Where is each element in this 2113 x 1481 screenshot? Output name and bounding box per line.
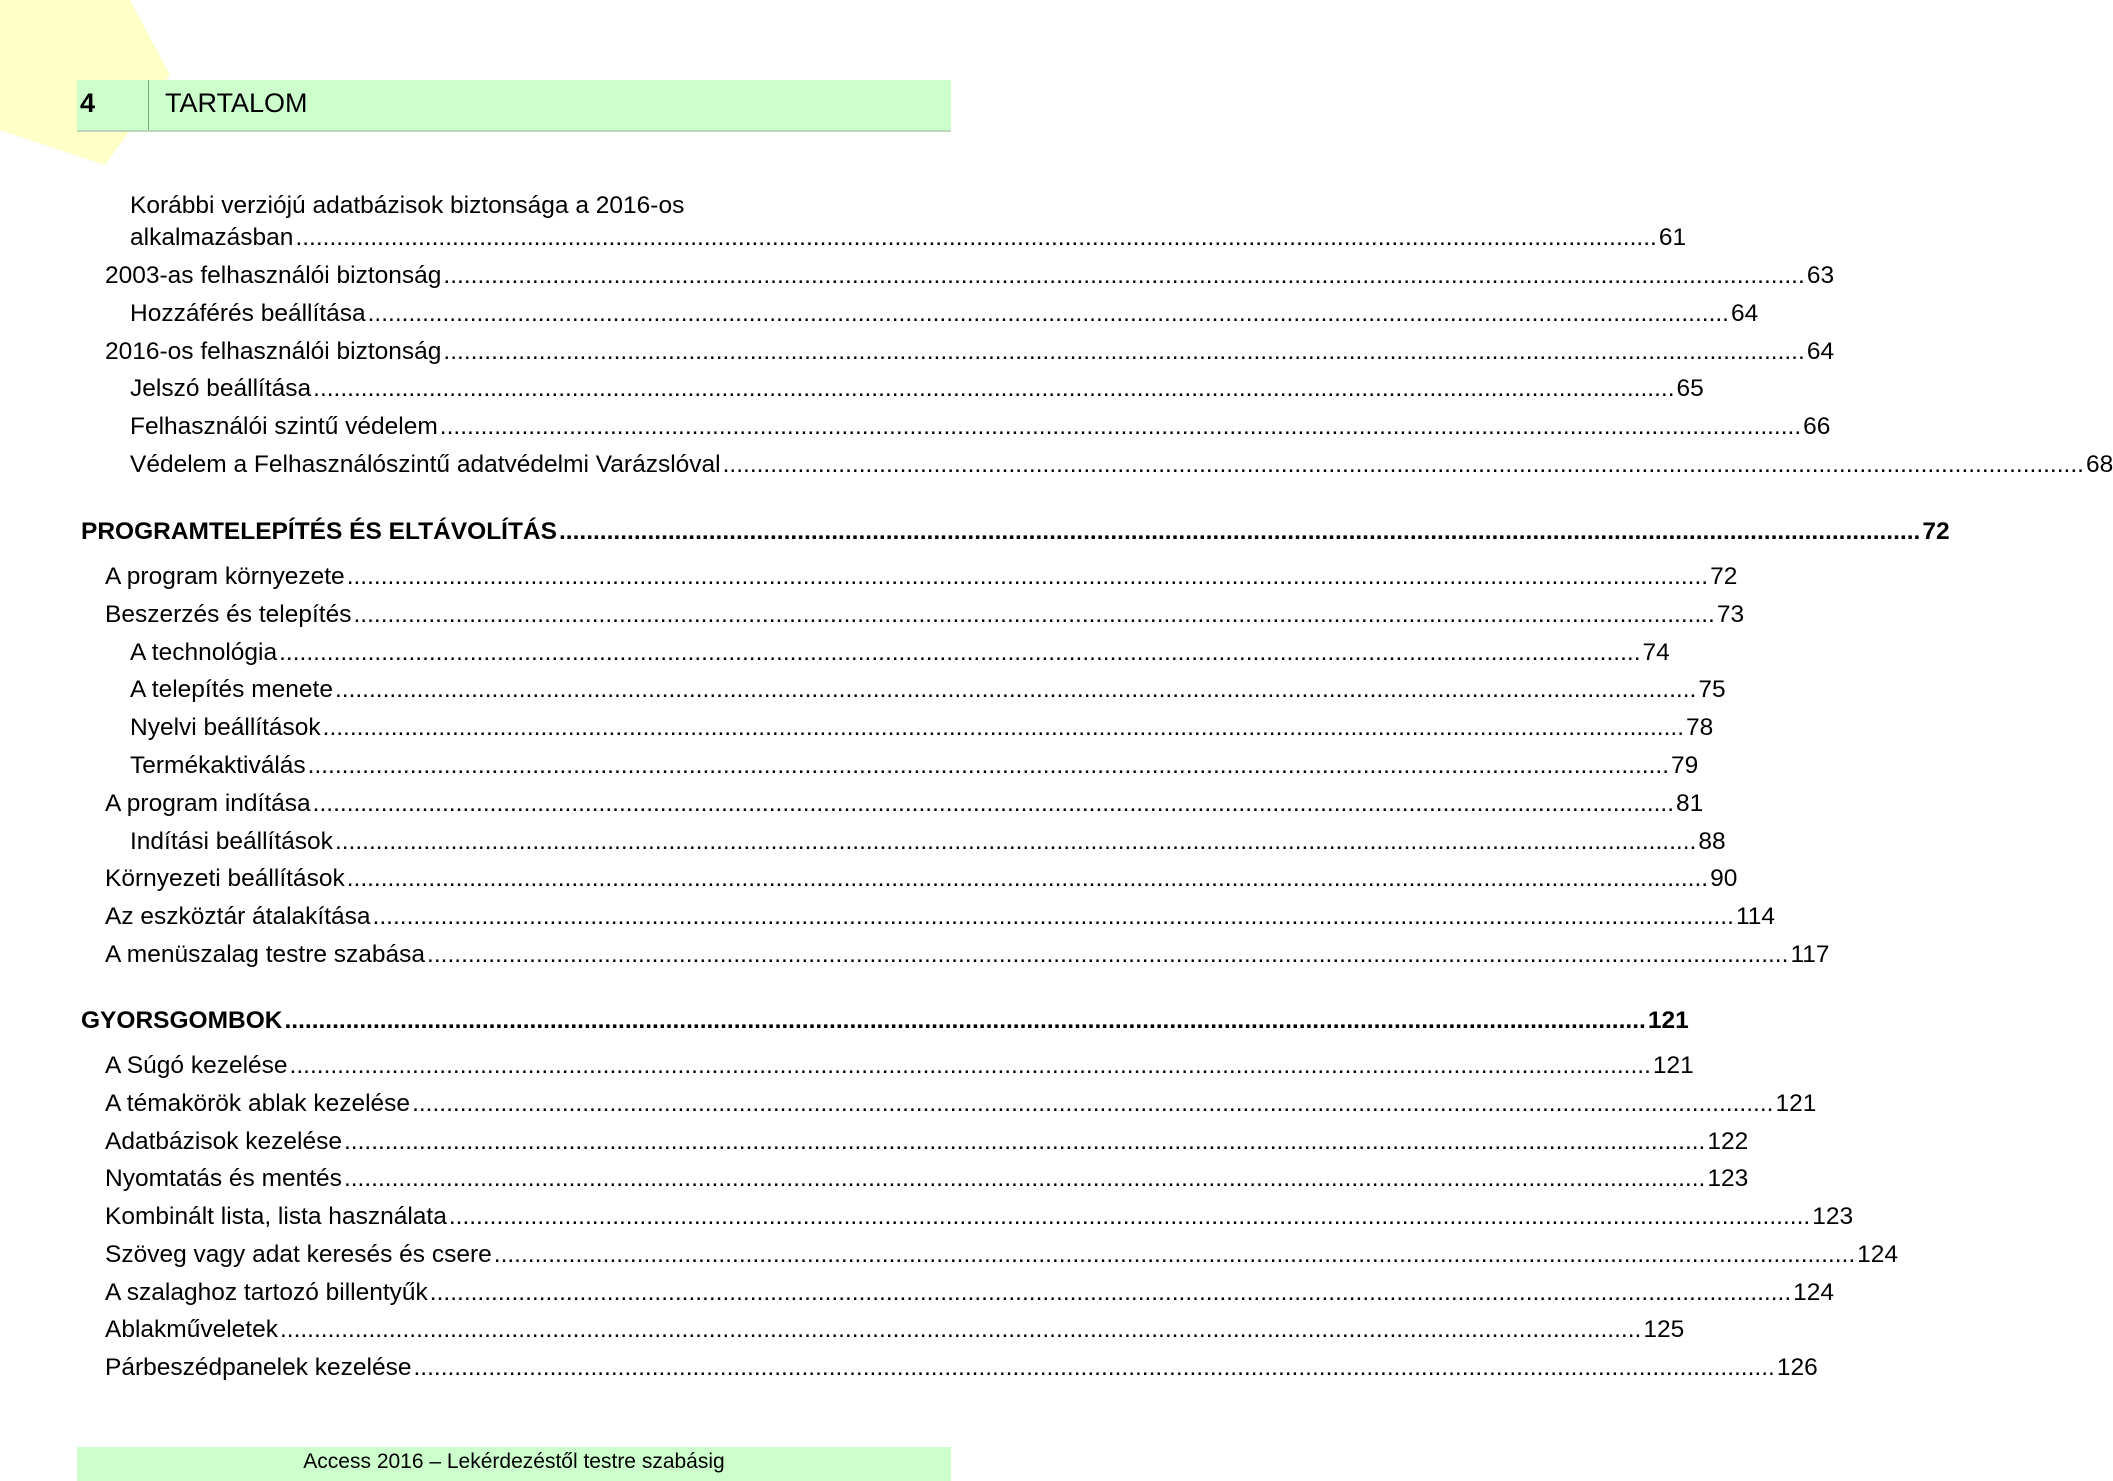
toc-leader-dots: ........................................................................................................................................................................................................ xyxy=(346,563,1709,590)
toc-entry[interactable] xyxy=(130,298,1759,330)
toc-leader-dots: ........................................................................................................................................................................................................ xyxy=(493,1241,1856,1268)
page-number: 4 xyxy=(80,88,96,118)
toc-entry-page: 123 xyxy=(1812,1203,1854,1230)
toc-leader-dots: ........................................................................................................................................................................................................ xyxy=(279,1316,1642,1343)
toc-leader-dots: ........................................................................................................................................................................................................ xyxy=(443,262,1805,289)
toc-intro-line: Korábbi verziójú adatbázisok biztonsága a 2016-os xyxy=(130,192,685,219)
toc-entry-page: 63 xyxy=(1806,262,1835,289)
page-title: TARTALOM xyxy=(165,88,308,118)
toc-entry-label: Szöveg vagy adat keresés és csere xyxy=(105,1241,492,1268)
toc-leader-dots: ........................................................................................................................................................................................................ xyxy=(284,1007,1646,1034)
toc-entry-page: 72 xyxy=(1710,563,1738,590)
toc-entry-page: 124 xyxy=(1857,1241,1899,1268)
toc-entry[interactable] xyxy=(105,599,1745,631)
toc-entry-page: 79 xyxy=(1671,752,1699,779)
toc-entry[interactable] xyxy=(105,1126,1749,1158)
toc-leader-dots: ........................................................................................................................................................................................................ xyxy=(322,714,1685,741)
toc-entry-label: Nyomtatás és mentés xyxy=(105,1165,342,1192)
toc-entry[interactable] xyxy=(130,826,1726,858)
toc-entry[interactable] xyxy=(105,561,1738,593)
toc-entry-label: PROGRAMTELEPÍTÉS ÉS ELTÁVOLÍTÁS xyxy=(81,518,557,545)
toc-entry[interactable] xyxy=(105,1352,1818,1384)
toc-entry-label: A menüszalag testre szabása xyxy=(105,941,426,968)
toc-entry-page: 122 xyxy=(1707,1128,1749,1155)
toc-entry-page: 117 xyxy=(1790,941,1830,968)
toc-entry[interactable] xyxy=(105,1163,1749,1195)
toc-entry-label: Indítási beállítások xyxy=(130,828,333,855)
toc-entry-page: 74 xyxy=(1642,639,1670,666)
toc-entry-label: Környezeti beállítások xyxy=(105,865,345,892)
toc-entry-page: 90 xyxy=(1710,865,1738,892)
toc-entry[interactable] xyxy=(105,939,1830,971)
toc-leader-dots: ........................................................................................................................................................................................................ xyxy=(289,1052,1651,1079)
toc-entry[interactable] xyxy=(105,1314,1685,1346)
toc-entry[interactable] xyxy=(105,260,1835,292)
toc-entry-label: GYORSGOMBOK xyxy=(81,1007,283,1034)
toc-entry[interactable] xyxy=(105,1277,1835,1309)
toc-entry-page: 72 xyxy=(1922,518,1950,545)
toc-entry-page: 78 xyxy=(1686,714,1714,741)
toc-entry-label: Az eszköztár átalakítása xyxy=(105,903,371,930)
toc-entry-label: Kombinált lista, lista használata xyxy=(105,1203,447,1230)
toc-leader-dots: ........................................................................................................................................................................................................ xyxy=(429,1279,1792,1306)
toc-entry-label: A telepítés menete xyxy=(130,676,333,703)
toc-entry-label: Beszerzés és telepítés xyxy=(105,601,352,628)
toc-entry[interactable] xyxy=(105,336,1835,368)
toc-entry-page: 68 xyxy=(2085,451,2113,478)
toc-leader-dots: ........................................................................................................................................................................................................ xyxy=(558,518,1921,545)
toc-entry[interactable] xyxy=(130,411,1831,443)
toc-leader-dots: ........................................................................................................................................................................................................ xyxy=(722,451,2084,478)
toc-entry-page: 121 xyxy=(1647,1007,1689,1034)
header-divider xyxy=(148,80,149,130)
toc-entry-label: Hozzáférés beállítása xyxy=(130,300,366,327)
toc-chapter-entry[interactable] xyxy=(81,516,1950,548)
toc-entry-label: Felhasználói szintű védelem xyxy=(130,413,438,440)
toc-entry-label: 2003-as felhasználói biztonság xyxy=(105,262,442,289)
toc-entry-label: Nyelvi beállítások xyxy=(130,714,321,741)
toc-entry-label: Párbeszédpanelek kezelése xyxy=(105,1354,412,1381)
toc-entry-page: 81 xyxy=(1676,790,1704,817)
toc-entry-page: 124 xyxy=(1793,1279,1835,1306)
toc-leader-dots: ........................................................................................................................................................................................................ xyxy=(439,413,1802,440)
toc-leader-dots: ........................................................................................................................................................................................................ xyxy=(343,1128,1706,1155)
toc-leader-dots: ........................................................................................................................................................................................................ xyxy=(312,790,1675,817)
toc-leader-dots: ........................................................................................................................................................................................................ xyxy=(372,903,1734,930)
toc-leader-dots: ........................................................................................................................................................................................................ xyxy=(413,1354,1775,1381)
toc-entry-label: 2016-os felhasználói biztonság xyxy=(105,338,442,365)
toc-leader-dots: ........................................................................................................................................................................................................ xyxy=(443,338,1805,365)
toc-entry-page: 75 xyxy=(1698,676,1726,703)
toc-entry-page: 121 xyxy=(1652,1052,1694,1079)
toc-leader-dots: ........................................................................................................................................................................................................ xyxy=(346,865,1709,892)
toc-entry[interactable] xyxy=(130,637,1670,669)
toc-entry[interactable] xyxy=(105,1050,1694,1082)
toc-entry[interactable] xyxy=(105,1239,1899,1271)
toc-leader-dots: ........................................................................................................................................................................................................ xyxy=(353,601,1715,628)
toc-entry[interactable] xyxy=(130,449,2113,481)
toc-entry-label: A szalaghoz tartozó billentyűk xyxy=(105,1279,428,1306)
toc-entry[interactable] xyxy=(130,712,1714,744)
toc-leader-dots: ........................................................................................................................................................................................................ xyxy=(295,224,1657,251)
toc-leader-dots: ........................................................................................................................................................................................................ xyxy=(343,1165,1706,1192)
toc-leader-dots: ........................................................................................................................................................................................................ xyxy=(367,300,1729,327)
toc-entry[interactable] xyxy=(130,674,1726,706)
toc-entry-label: Termékaktiválás xyxy=(130,752,306,779)
toc-leader-dots: ........................................................................................................................................................................................................ xyxy=(279,639,1641,666)
toc-entry-page: 64 xyxy=(1806,338,1835,365)
toc-leader-dots: ........................................................................................................................................................................................................ xyxy=(313,375,1675,402)
toc-entry-label: alkalmazásban xyxy=(130,224,294,251)
toc-entry[interactable] xyxy=(105,901,1775,933)
toc-entry[interactable] xyxy=(130,750,1699,782)
toc-entry-page: 66 xyxy=(1803,413,1831,440)
toc-entry-label: A Súgó kezelése xyxy=(105,1052,288,1079)
toc-entry[interactable] xyxy=(105,1201,1854,1233)
toc-leader-dots: ........................................................................................................................................................................................................ xyxy=(448,1203,1811,1230)
toc-leader-dots: ........................................................................................................................................................................................................ xyxy=(427,941,1789,968)
toc-entry-page: 73 xyxy=(1716,601,1745,628)
toc-leader-dots: ........................................................................................................................................................................................................ xyxy=(334,676,1697,703)
toc-entry[interactable] xyxy=(105,1088,1817,1120)
toc-entry[interactable] xyxy=(130,373,1704,405)
toc-entry-page: 121 xyxy=(1775,1090,1817,1117)
toc-entry[interactable] xyxy=(105,788,1704,820)
toc-entry-page: 123 xyxy=(1707,1165,1749,1192)
toc-entry-label: A program indítása xyxy=(105,790,311,817)
toc-leader-dots: ........................................................................................................................................................................................................ xyxy=(334,828,1697,855)
toc-entry-page: 65 xyxy=(1676,375,1704,402)
toc-entry-label: Adatbázisok kezelése xyxy=(105,1128,342,1155)
toc-entry-page: 114 xyxy=(1735,903,1775,930)
toc-entry-page: 61 xyxy=(1658,224,1687,251)
toc-entry-page: 126 xyxy=(1776,1354,1818,1381)
toc-entry-page: 64 xyxy=(1731,300,1759,327)
toc-entry-page: 125 xyxy=(1643,1316,1685,1343)
toc-leader-dots: ........................................................................................................................................................................................................ xyxy=(412,1090,1774,1117)
toc-entry[interactable] xyxy=(130,222,1687,254)
toc-entry-label: A technológia xyxy=(130,639,278,666)
toc-entry-label: A témakörök ablak kezelése xyxy=(105,1090,411,1117)
toc-entry[interactable] xyxy=(105,863,1738,895)
toc-entry-page: 88 xyxy=(1698,828,1726,855)
toc-chapter-entry[interactable] xyxy=(81,1005,1689,1037)
toc-entry-label: A program környezete xyxy=(105,563,345,590)
toc-leader-dots: ........................................................................................................................................................................................................ xyxy=(307,752,1670,779)
footer-title: Access 2016 – Lekérdezéstől testre szabásig xyxy=(303,1450,725,1473)
toc-entry-label: Jelszó beállítása xyxy=(130,375,312,402)
toc-entry-label: Védelem a Felhasználószintű adatvédelmi Varázslóval xyxy=(130,451,721,478)
toc-entry-label: Ablakműveletek xyxy=(105,1316,278,1343)
